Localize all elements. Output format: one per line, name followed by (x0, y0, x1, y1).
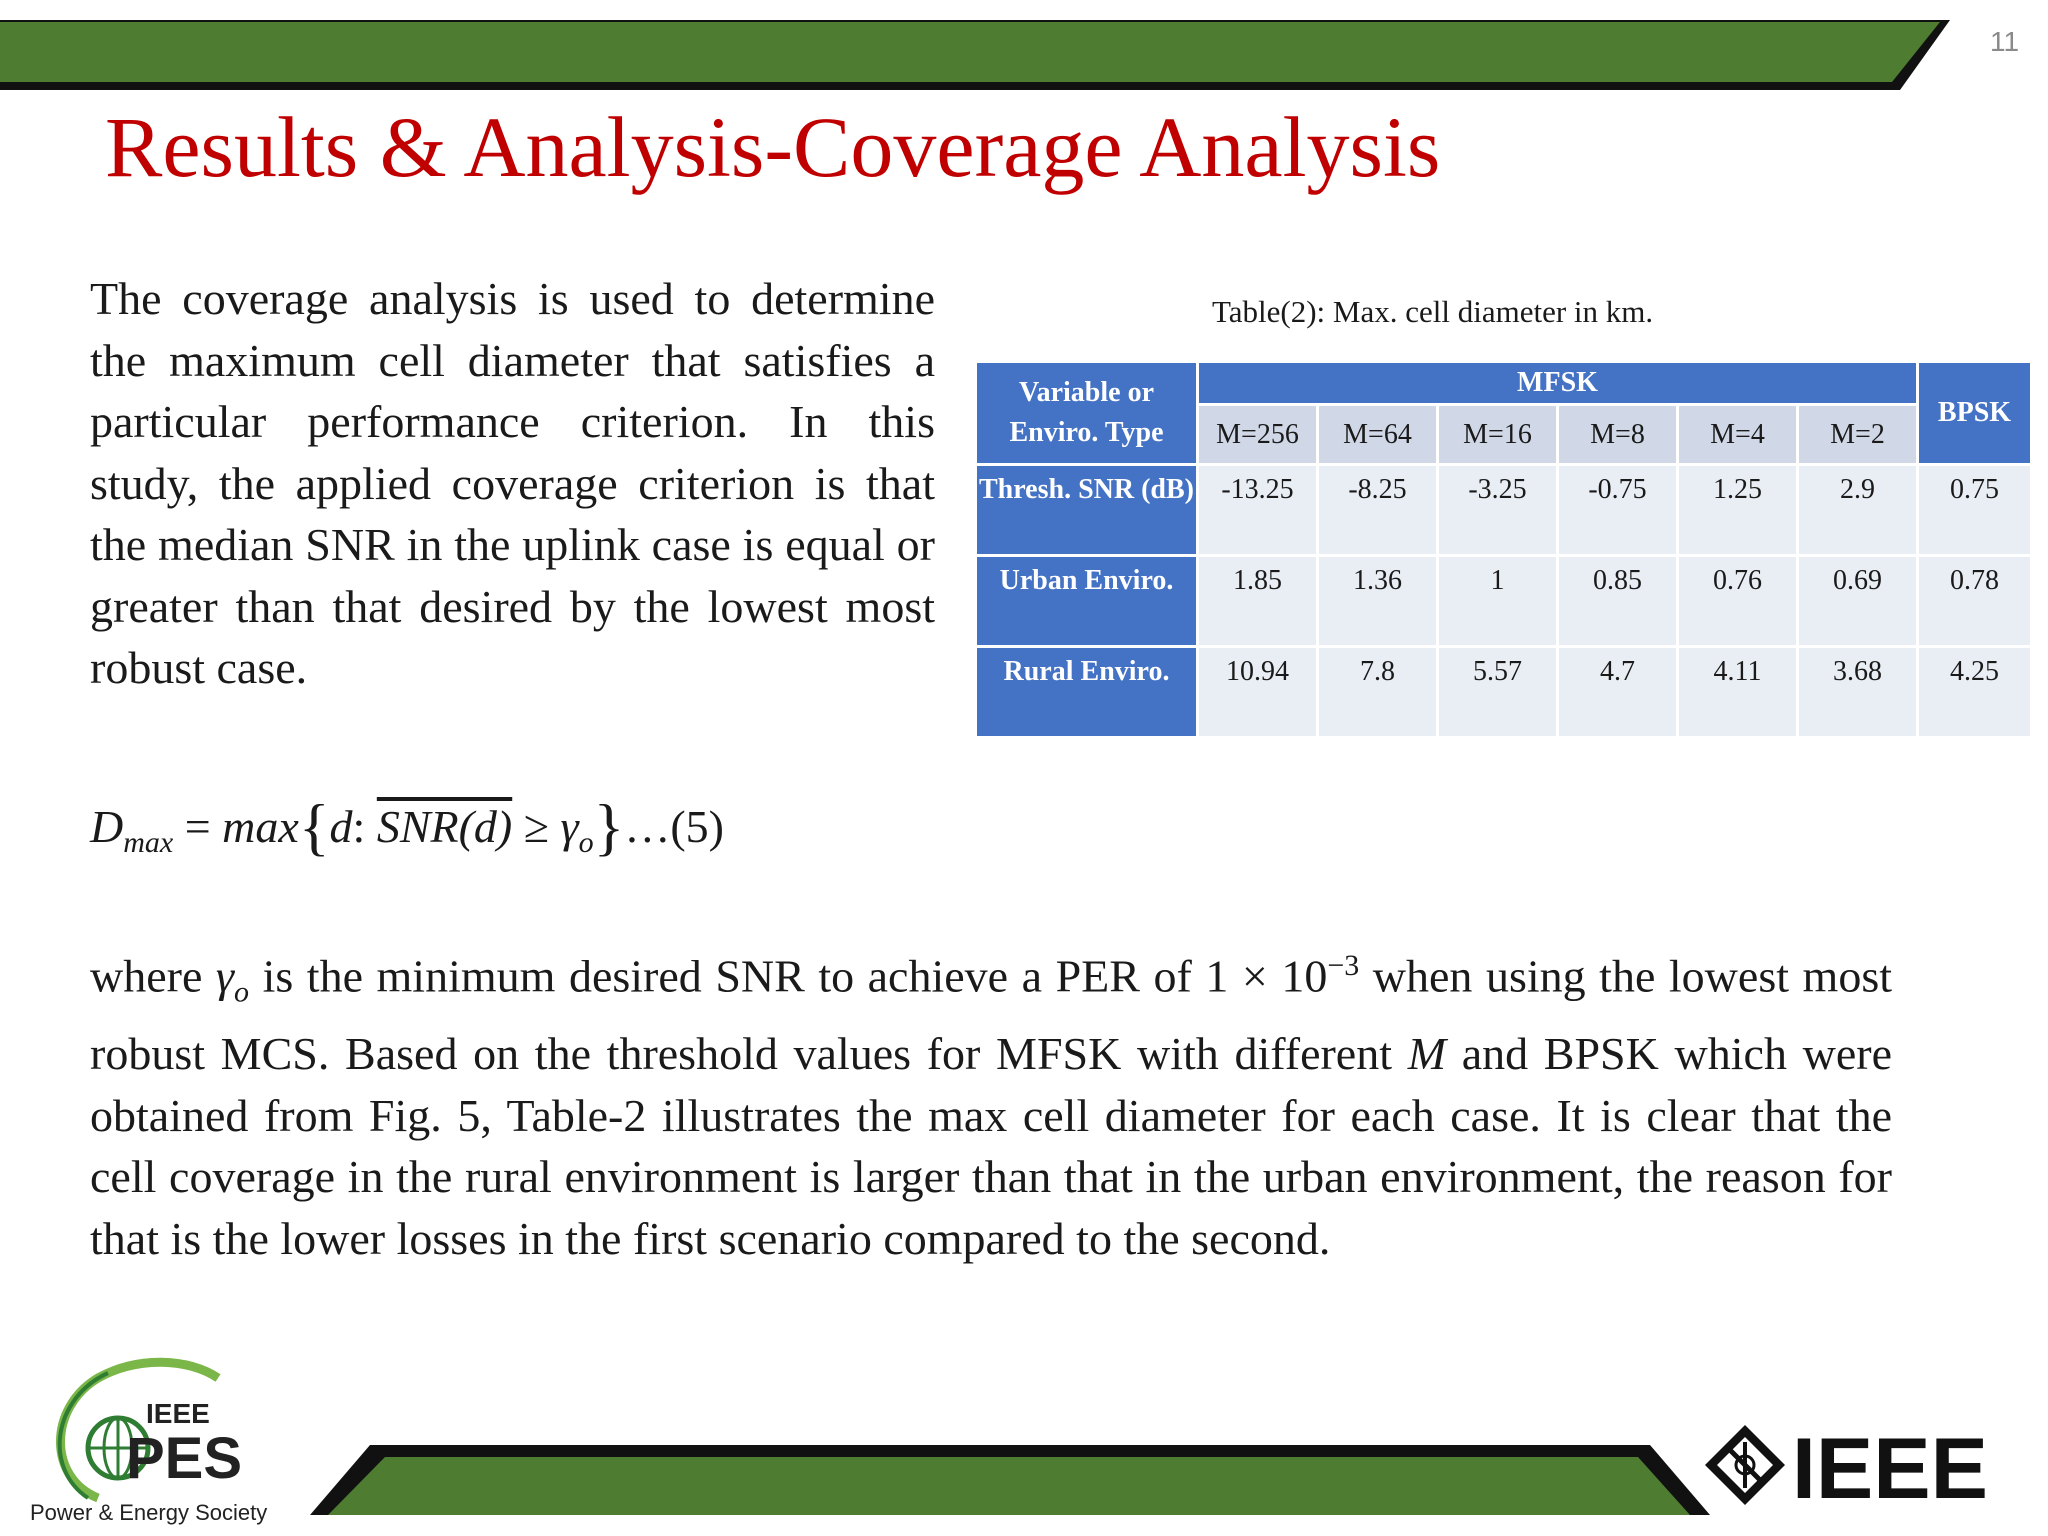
table-cell: 1.36 (1318, 556, 1438, 647)
where-gamma: γ (215, 950, 235, 1002)
eq-lhs: D (90, 801, 124, 852)
eq-func: max (222, 801, 299, 852)
where-per-base: 1 × 10 (1205, 950, 1328, 1002)
table-cell: 0.85 (1558, 556, 1678, 647)
row-label: Rural Enviro. (976, 647, 1198, 738)
table-cell: 0.76 (1678, 556, 1798, 647)
header-m: M=8 (1558, 405, 1678, 465)
where-m: M (1407, 1028, 1447, 1080)
pes-logo-sub-text: Power & Energy Society (30, 1500, 268, 1525)
pes-logo (18, 1348, 308, 1528)
where-gamma-sub: o (234, 975, 250, 1009)
table-cell: 10.94 (1198, 647, 1318, 738)
equation-5 (90, 790, 724, 864)
eq-snr: SNR(d) (376, 801, 513, 852)
table-cell: -8.25 (1318, 465, 1438, 556)
where-part-2: is the minimum desired SNR to achieve a PER of (249, 950, 1206, 1002)
intro-paragraph: The coverage analysis is used to determine the maximum cell diameter that satisfies a particular performance criterion. In this study, the applied coverage criterion is that the median SNR in the uplink case is equal or greater than that desired by the lowest most robust case. (90, 273, 935, 693)
table-row (976, 556, 2032, 647)
table-cell: 0.75 (1918, 465, 2032, 556)
eq-colon: : (352, 801, 377, 852)
table-cell: -13.25 (1198, 465, 1318, 556)
table-caption: Table(2): Max. cell diameter in km. (1212, 294, 1654, 329)
header-bpsk: BPSK (1918, 362, 2032, 465)
header-m: M=256 (1198, 405, 1318, 465)
table-row (976, 465, 2032, 556)
table-cell: -3.25 (1438, 465, 1558, 556)
row-label: Urban Enviro. (976, 556, 1198, 647)
eq-geq: ≥ (512, 801, 561, 852)
eq-open-brace: { (298, 791, 330, 862)
eq-number: …(5) (624, 801, 724, 852)
eq-close-brace: } (593, 791, 625, 862)
top-banner (0, 0, 2048, 100)
table-cell: 7.8 (1318, 647, 1438, 738)
pes-logo-main-text: PES (126, 1426, 243, 1491)
eq-gamma-sub: o (578, 826, 594, 860)
eq-gamma: γ (560, 801, 579, 852)
table-cell: -0.75 (1558, 465, 1678, 556)
pes-logo-ieee-text: IEEE (146, 1398, 210, 1429)
explanation-paragraph (90, 935, 1892, 1269)
table-cell: 4.25 (1918, 647, 2032, 738)
eq-equals: = (173, 801, 223, 852)
slide-number: 11 (1990, 26, 2020, 57)
header-m: M=4 (1678, 405, 1798, 465)
cell-diameter-table (974, 360, 2033, 739)
table-cell: 1.85 (1198, 556, 1318, 647)
slide-title: Results & Analysis-Coverage Analysis (105, 99, 1441, 195)
ieee-logo (1700, 1410, 2040, 1520)
where-part-1: where (90, 950, 216, 1002)
header-m: M=64 (1318, 405, 1438, 465)
eq-var: d (329, 801, 353, 852)
ieee-logo-text: IEEE (1792, 1421, 1988, 1517)
table-cell: 4.11 (1678, 647, 1798, 738)
header-m: M=2 (1798, 405, 1918, 465)
table-cell: 3.68 (1798, 647, 1918, 738)
table-row (976, 647, 2032, 738)
table-cell: 1 (1438, 556, 1558, 647)
table-cell: 2.9 (1798, 465, 1918, 556)
where-part-4: and BPSK which were obtained from Fig. 5, Table-2 illustrates the max cell diameter for each case. It is clear that the cell coverage in the rural environment is larger than that in the urban environment, the reason for that is the lower losses in the first scenario compared to the second. (90, 1028, 1893, 1264)
header-variable: Variable or Enviro. Type (976, 362, 1198, 465)
table-cell: 4.7 (1558, 647, 1678, 738)
where-part-3: when using the lowest most robust MCS. Based on the threshold values for MFSK with different (90, 950, 1892, 1080)
table-cell: 5.57 (1438, 647, 1558, 738)
bottom-banner (310, 1440, 1730, 1520)
eq-lhs-sub: max (123, 826, 174, 860)
where-per-exp: −3 (1327, 949, 1360, 982)
row-label: Thresh. SNR (dB) (976, 465, 1198, 556)
table-cell: 0.78 (1918, 556, 2032, 647)
table-cell: 0.69 (1798, 556, 1918, 647)
header-mfsk: MFSK (1198, 362, 1918, 405)
header-m: M=16 (1438, 405, 1558, 465)
table-cell: 1.25 (1678, 465, 1798, 556)
